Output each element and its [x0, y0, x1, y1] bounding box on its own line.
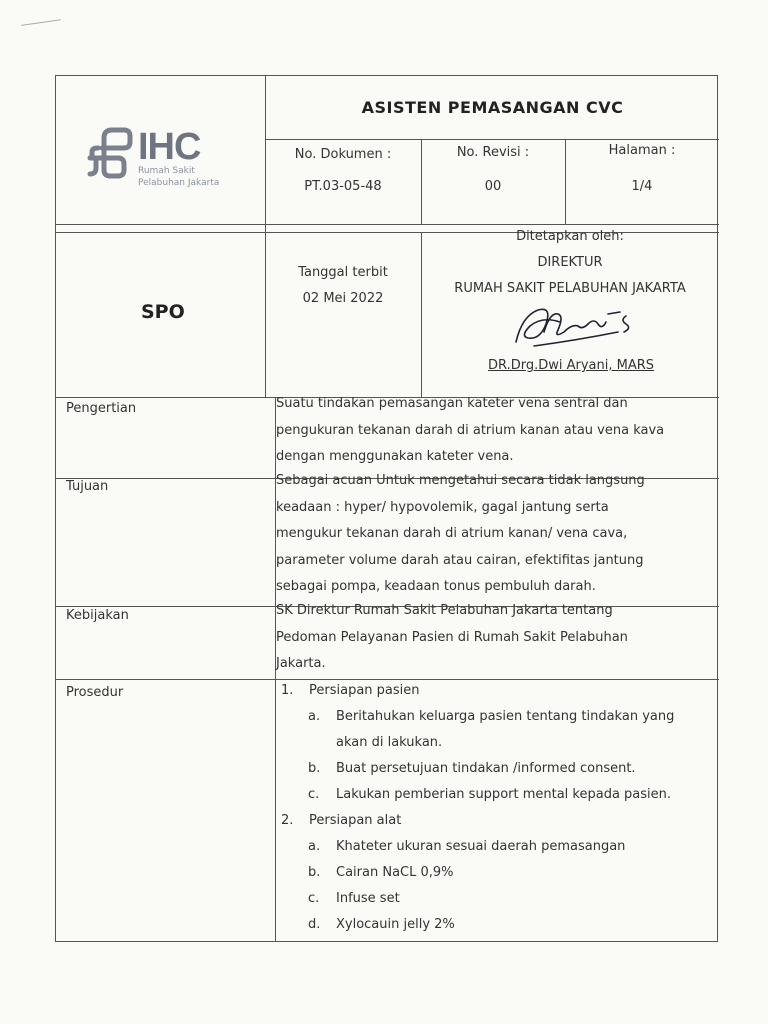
revision-label: No. Revisi : — [456, 145, 530, 160]
step-number: 1. — [281, 683, 294, 698]
text-line: keadaan : hyper/ hypovolemik, gagal jantung serta — [276, 499, 609, 515]
item-letter: c. — [308, 891, 320, 906]
procedure-item — [308, 917, 455, 932]
procedure-step-2 — [281, 813, 401, 828]
section-label-tujuan: Tujuan — [66, 479, 109, 494]
item-text: Khateter ukuran sesuai daerah pemasangan — [336, 839, 626, 854]
item-text: Xylocauin jelly 2% — [336, 917, 455, 932]
item-letter: a. — [308, 839, 321, 854]
text-line: Sebagai acuan Untuk mengetahui secara tidak langsung — [276, 473, 645, 488]
issue-date-label: Tanggal terbit — [298, 265, 388, 280]
director-name: DR.Drg.Dwi Aryani, MARS — [487, 358, 655, 373]
issue-date-value: 02 Mei 2022 — [302, 291, 384, 306]
step-title: Persiapan pasien — [309, 683, 420, 698]
step-title: Persiapan alat — [309, 813, 402, 828]
item-letter: d. — [308, 917, 321, 932]
spo-label: SPO — [141, 301, 185, 323]
document-title: ASISTEN PEMASANGAN CVC — [361, 98, 624, 117]
text-line: parameter volume darah atau cairan, efektifitas jantung — [276, 552, 644, 568]
step-number: 2. — [281, 813, 294, 828]
procedure-step-1 — [281, 683, 420, 698]
text-line: pengukuran tekanan darah di atrium kanan atau vena kava — [276, 422, 665, 438]
logo-subtitle-2: Pelabuhan Jakarta — [138, 178, 220, 188]
page-label: Halaman : — [608, 143, 676, 158]
section-label-kebijakan: Kebijakan — [66, 608, 129, 623]
text-line: sebagai pompa, keadaan tonus pembuluh darah. — [276, 579, 596, 594]
doc-number-value: PT.03-05-48 — [304, 179, 382, 194]
item-text: Infuse set — [336, 891, 400, 906]
director-title: DIREKTUR — [537, 255, 603, 270]
hospital-logo — [76, 124, 271, 194]
approval-block — [421, 224, 719, 302]
text-line: SK Direktur Rumah Sakit Pelabuhan Jakarta tentang — [276, 603, 613, 618]
item-letter: b. — [308, 761, 321, 776]
section-label-pengertian: Pengertian — [66, 401, 137, 416]
procedure-item — [308, 891, 400, 906]
institution-name: RUMAH SAKIT PELABUHAN JAKARTA — [454, 281, 686, 296]
procedure-item — [308, 709, 674, 724]
doc-number-label: No. Dokumen : — [294, 147, 392, 162]
section-text-pengertian — [276, 391, 708, 471]
item-text: Beritahukan keluarga pasien tentang tindakan yang — [336, 709, 675, 724]
section-label-prosedur: Prosedur — [66, 685, 124, 700]
procedure-item — [308, 761, 636, 776]
procedure-item — [308, 839, 625, 854]
procedure-item-continued: akan di lakukan. — [336, 735, 443, 750]
set-by-label: Ditetapkan oleh: — [516, 229, 624, 244]
section-text-tujuan — [276, 468, 708, 601]
page-number: 1/4 — [631, 179, 653, 194]
item-text: Buat persetujuan tindakan /informed consent. — [336, 761, 636, 776]
spo-document-table — [55, 75, 718, 942]
issue-date-block — [265, 260, 421, 312]
text-line: Jakarta. — [276, 656, 326, 671]
procedure-item — [308, 787, 671, 802]
procedure-item — [308, 865, 454, 880]
section-text-kebijakan — [276, 598, 708, 678]
item-text: Lakukan pemberian support mental kepada pasien. — [336, 787, 672, 802]
text-line: mengukur tekanan darah di atrium kanan/ vena cava, — [276, 526, 628, 541]
ihc-cross-logo-icon — [82, 124, 138, 184]
text-line: Suatu tindakan pemasangan kateter vena sentral dan — [276, 396, 628, 411]
text-line: Pedoman Pelayanan Pasien di Rumah Sakit Pelabuhan — [276, 629, 628, 645]
item-letter: a. — [308, 709, 321, 724]
scan-mark — [21, 19, 63, 39]
item-letter: b. — [308, 865, 321, 880]
text-line: dengan menggunakan kateter vena. — [276, 449, 514, 464]
revision-value: 00 — [484, 179, 502, 194]
director-signature — [508, 302, 638, 352]
item-text: Cairan NaCL 0,9% — [336, 865, 454, 880]
item-letter: c. — [308, 787, 320, 802]
logo-text: IHC — [138, 126, 201, 168]
logo-subtitle-1: Rumah Sakit — [138, 166, 195, 176]
